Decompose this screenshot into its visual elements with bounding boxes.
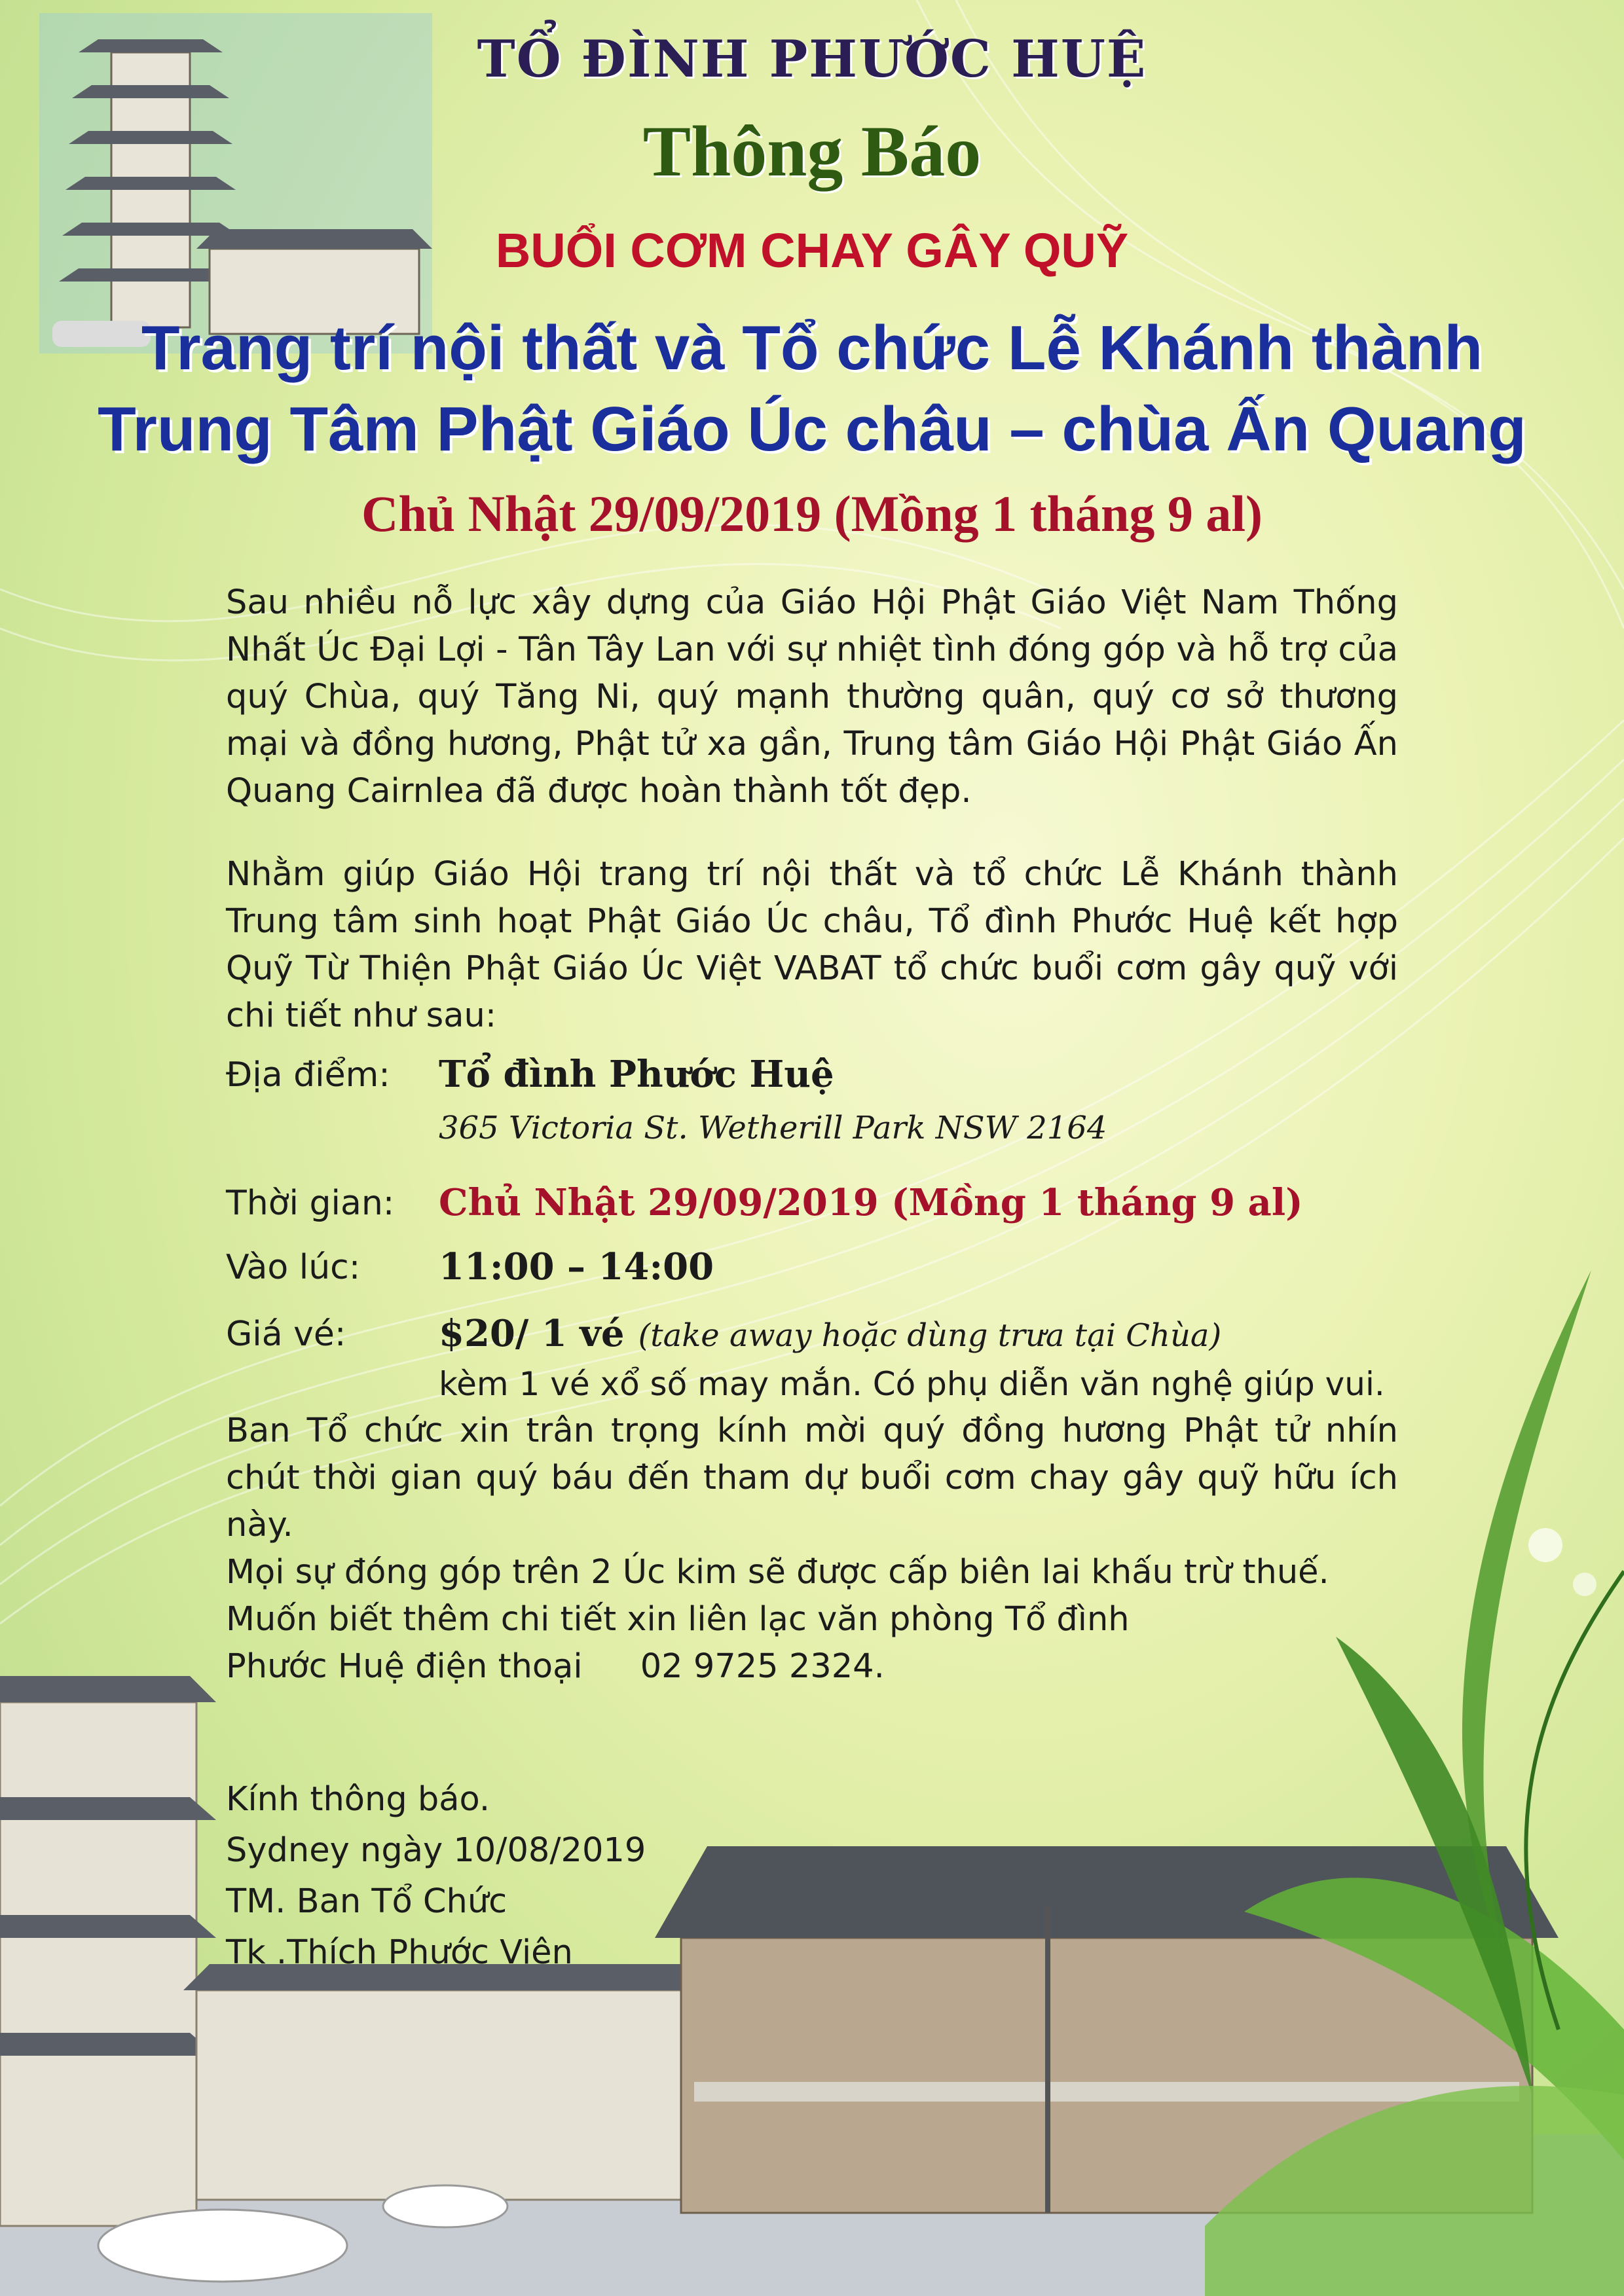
date-value: Chủ Nhật 29/09/2019 (Mồng 1 tháng 9 al) [439,1181,1303,1224]
temple-name-title: TỔ ĐÌNH PHƯỚC HUỆ [477,29,1147,89]
time-value: 11:00 – 14:00 [439,1245,714,1288]
organization: TM. Ban Tổ Chức [226,1882,507,1921]
signature-block [226,1774,646,1978]
price-line [439,1312,1221,1355]
purpose-line-1: Trang trí nội thất và Tổ chức Lễ Khánh thành [141,313,1483,383]
price-value: $20/ 1 vé [439,1312,625,1355]
invitation-text: Ban Tổ chức xin trân trọng kính mời quý đồng hương Phật tử nhín chút thời gian quý báu đến tham dự buổi cơm chay gây quỹ hữu ích này. [226,1412,1398,1544]
purpose-paragraph [226,851,1398,1040]
event-type-heading: BUỔI CƠM CHAY GÂY QUỸ [495,223,1129,278]
closing-notes [226,1408,1398,1690]
notice-heading: Thông Báo [642,111,982,191]
price-extra: kèm 1 vé xổ số may mắn. Có phụ diễn văn nghệ giúp vui. [439,1365,1385,1403]
tax-note: Mọi sự đóng góp trên 2 Úc kim sẽ được cấp biên lai khấu trừ thuế. [226,1553,1329,1592]
place-date: Sydney ngày 10/08/2019 [226,1831,646,1870]
contact-label: Phước Huệ điện thoại [226,1647,583,1686]
paragraph-2: Nhằm giúp Giáo Hội trang trí nội thất và tổ chức Lễ Khánh thành Trung tâm sinh hoạt Phật Giáo Úc châu, Tổ đình Phước Huệ kết hợp Quỹ Từ Thiện Phật Giáo Úc Việt VABAT tổ chức buổi cơm gây quỹ với chi tiết như sau: [226,855,1398,1035]
purpose-heading [0,308,1624,470]
contact-phone: 02 9725 2324. [640,1647,885,1686]
intro-paragraph [226,579,1398,815]
location-name: Tổ đình Phước Huệ [439,1053,834,1096]
price-label: Giá vé: [226,1315,346,1354]
contact-line-2 [226,1643,1398,1690]
location-address: 365 Victoria St. Wetherill Park NSW 2164 [439,1110,1107,1146]
closing-text: Kính thông báo. [226,1780,490,1819]
location-label: Địa điểm: [226,1055,390,1095]
date-label: Thời gian: [226,1184,395,1223]
price-note: (take away hoặc dùng trưa tại Chùa) [638,1317,1222,1354]
purpose-line-2: Trung Tâm Phật Giáo Úc châu – chùa Ấn Quang [98,394,1526,464]
signer-name: Tk .Thích Phước Viên [226,1933,573,1972]
time-label: Vào lúc: [226,1248,361,1287]
contact-line-1: Muốn biết thêm chi tiết xin liên lạc văn phòng Tổ đình [226,1600,1130,1639]
event-date-heading: Chủ Nhật 29/09/2019 (Mồng 1 tháng 9 al) [361,485,1263,542]
paragraph-1: Sau nhiều nỗ lực xây dựng của Giáo Hội Phật Giáo Việt Nam Thống Nhất Úc Đại Lợi - Tân Tây Lan với sự nhiệt tình đóng góp và hỗ trợ của quý Chùa, quý Tăng Ni, quý mạnh thường quân, quý cơ sở thương mại và đồng hương, Phật tử xa gần, Trung tâm Giáo Hội Phật Giáo Ấn Quang Cairnlea đã được hoàn thành tốt đẹp. [226,583,1398,811]
